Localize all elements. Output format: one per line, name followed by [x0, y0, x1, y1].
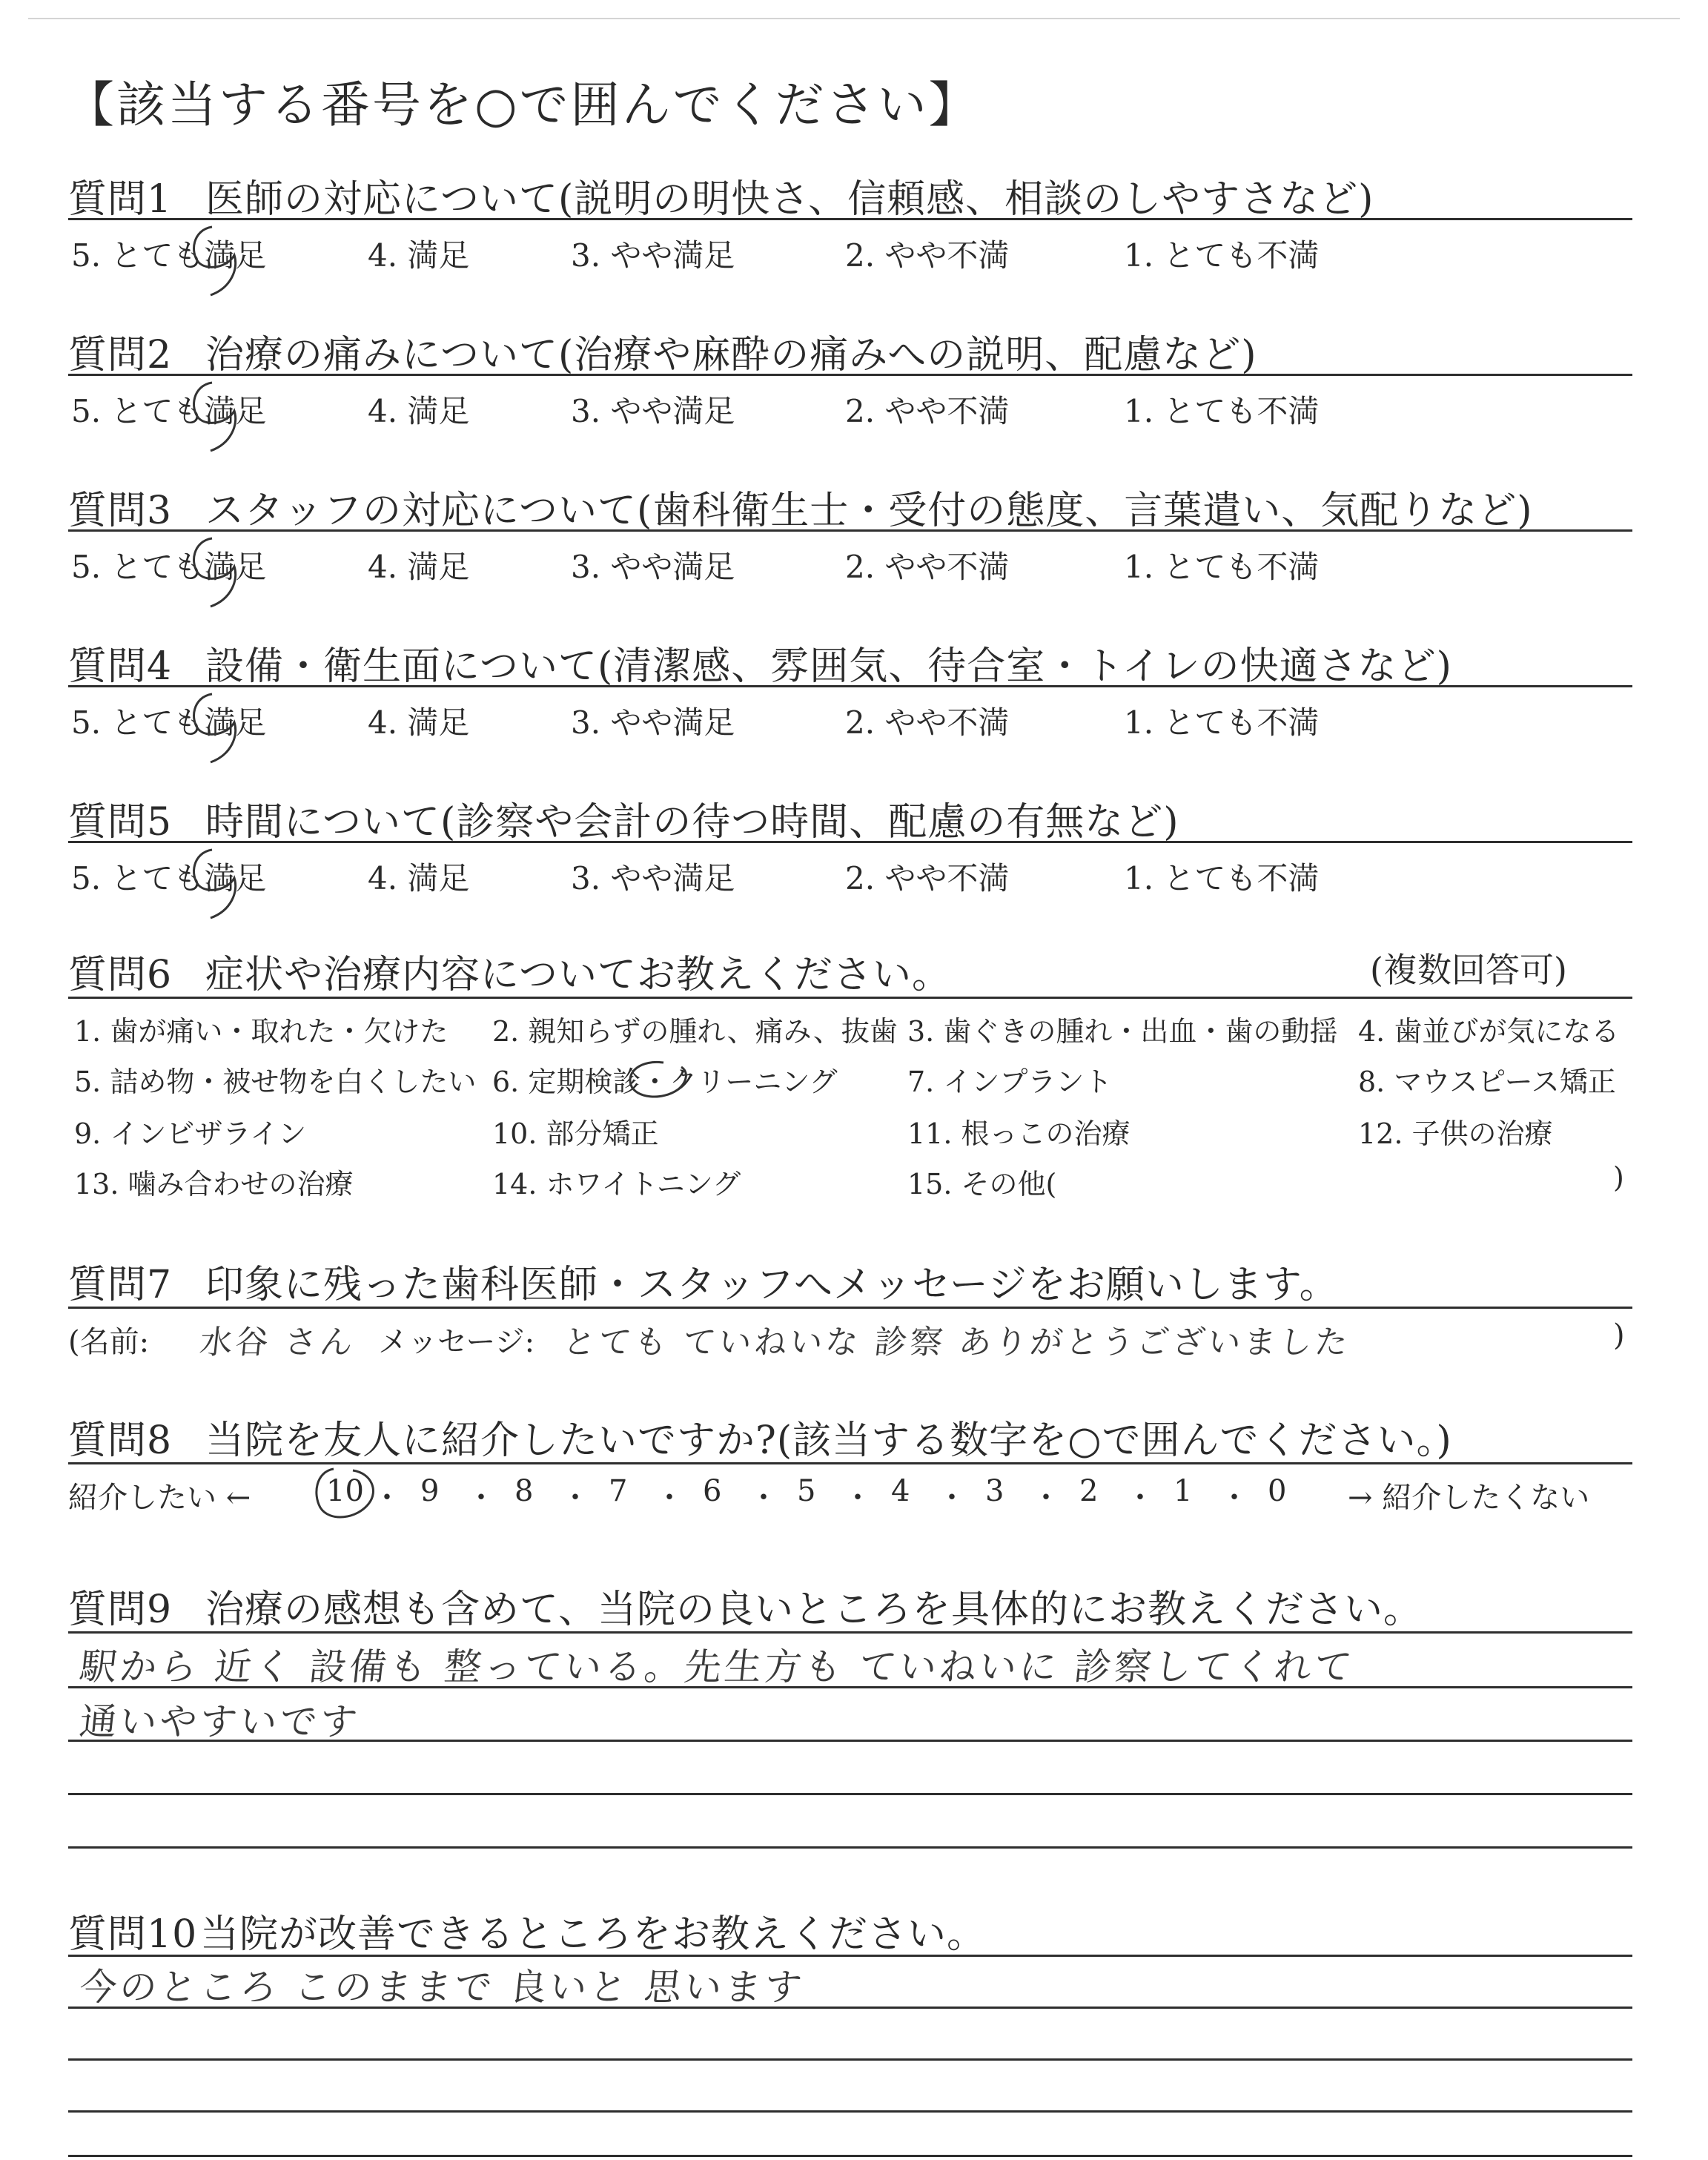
- q5-selection-circle: [182, 845, 256, 927]
- scale-value-1[interactable]: 1: [1174, 1474, 1193, 1508]
- question-number: 質問9: [68, 1588, 173, 1632]
- question-3-rule: [68, 529, 1632, 532]
- question-7-rule: [68, 1307, 1632, 1309]
- form-heading: 【該当する番号を○で囲んでください】: [65, 76, 980, 133]
- q5-choice-3[interactable]: 3. やや満足: [571, 860, 735, 896]
- q4-choice-1[interactable]: 1. とても不満: [1124, 704, 1320, 741]
- question-8-title: [68, 1409, 1452, 1464]
- q4-selection-circle: [182, 690, 256, 771]
- q1-choice-2[interactable]: 2. やや不満: [845, 237, 1010, 274]
- scale-value-2[interactable]: 2: [1079, 1474, 1099, 1508]
- question-number: 質問10: [68, 1912, 198, 1957]
- question-number: 質問7: [68, 1263, 173, 1307]
- scale-separator: ・: [1125, 1481, 1155, 1515]
- question-number: 質問8: [68, 1418, 173, 1463]
- q1-choice-1[interactable]: 1. とても不満: [1124, 237, 1320, 274]
- question-text: 当院が改善できるところをお教えください。: [200, 1912, 987, 1957]
- q2-choice-4[interactable]: 4. 満足: [368, 393, 470, 429]
- question-text: 治療の感想も含めて、当院の良いところを具体的にお教えください。: [205, 1588, 1423, 1632]
- scale-value-3[interactable]: 3: [985, 1474, 1004, 1508]
- question-10-title: [68, 1903, 986, 1958]
- q6-option-11[interactable]: 11. 根っこの治療: [907, 1117, 1131, 1150]
- q5-choice-2[interactable]: 2. やや不満: [845, 860, 1010, 896]
- scale-separator: ・: [466, 1481, 496, 1515]
- question-number: 質問1: [68, 177, 173, 222]
- scale-value-6[interactable]: 6: [703, 1474, 722, 1508]
- q3-choice-1[interactable]: 1. とても不満: [1124, 549, 1320, 585]
- q6-option-12[interactable]: 12. 子供の治療: [1358, 1117, 1553, 1150]
- scale-value-10[interactable]: 10: [326, 1474, 364, 1508]
- q9-answer-line-1[interactable]: 駅から 近く 設備も 整っている。先生方も ていねいに 診察してくれて: [77, 1645, 1357, 1688]
- q2-selection-circle: [182, 378, 256, 460]
- question-3-title: [68, 479, 1533, 535]
- question-number: 質問4: [68, 644, 173, 689]
- q3-choice-4[interactable]: 4. 満足: [368, 549, 470, 585]
- message-close-paren: ): [1613, 1318, 1625, 1353]
- question-text: 当院を友人に紹介したいですか?(該当する数字を○で囲んでください。): [205, 1418, 1452, 1463]
- q6-option-13[interactable]: 13. 噛み合わせの治療: [74, 1168, 354, 1200]
- q4-choice-3[interactable]: 3. やや満足: [571, 704, 735, 741]
- question-9-rule: [68, 1631, 1632, 1634]
- name-answer[interactable]: 水谷 さん: [197, 1324, 358, 1361]
- question-6-title: [68, 943, 951, 999]
- question-4-rule: [68, 685, 1632, 687]
- scale-separator: ・: [749, 1481, 778, 1515]
- scale-separator: ・: [372, 1481, 402, 1515]
- q1-choice-5[interactable]: 5. とても満足: [71, 237, 267, 274]
- answer-line: [68, 2058, 1632, 2061]
- scale-value-5[interactable]: 5: [797, 1474, 816, 1508]
- q6-option-6[interactable]: 6. 定期検診・クリーニング: [492, 1066, 838, 1098]
- question-5-title: [68, 790, 1179, 846]
- q6-option-5[interactable]: 5. 詰め物・被せ物を白くしたい: [74, 1066, 477, 1098]
- q1-choice-4[interactable]: 4. 満足: [368, 237, 470, 274]
- question-text: 医師の対応について(説明の明快さ、信頼感、相談のしやすさなど): [205, 177, 1374, 222]
- q6-option-15[interactable]: 15. その他(: [907, 1168, 1057, 1200]
- scale-value-4[interactable]: 4: [891, 1474, 910, 1508]
- question-1-title: [68, 168, 1374, 223]
- q6-option-1[interactable]: 1. 歯が痛い・取れた・欠けた: [74, 1015, 448, 1048]
- question-2-rule: [68, 374, 1632, 376]
- scale-separator: ・: [937, 1481, 967, 1515]
- question-8-rule: [68, 1462, 1632, 1464]
- question-5-rule: [68, 841, 1632, 843]
- question-number: 質問2: [68, 333, 173, 377]
- q6-option-2[interactable]: 2. 親知らずの腫れ、痛み、抜歯: [492, 1015, 898, 1048]
- name-label: (名前:: [68, 1325, 150, 1359]
- multiple-answers-note: (複数回答可): [1370, 950, 1567, 990]
- scale-value-9[interactable]: 9: [420, 1474, 440, 1508]
- q5-choice-5[interactable]: 5. とても満足: [71, 860, 267, 896]
- question-text: スタッフの対応について(歯科衛生士・受付の態度、言葉遣い、気配りなど): [205, 489, 1533, 533]
- scale-separator: ・: [1219, 1481, 1249, 1515]
- q3-choice-5[interactable]: 5. とても満足: [71, 549, 267, 585]
- scale-separator: ・: [560, 1481, 590, 1515]
- question-text: 症状や治療内容についてお教えください。: [205, 953, 951, 997]
- question-number: 質問6: [68, 953, 173, 997]
- recommend-right-label: → 紹介したくない: [1348, 1481, 1590, 1515]
- q6-option-7[interactable]: 7. インプラント: [907, 1066, 1113, 1098]
- question-9-title: [68, 1578, 1423, 1634]
- message-line: [68, 1318, 149, 1361]
- scale-separator: ・: [843, 1481, 873, 1515]
- q8-selection-circle: [311, 1464, 382, 1524]
- answer-line: [68, 1846, 1632, 1849]
- q6-selection-circle: [619, 1057, 701, 1105]
- question-text: 治療の痛みについて(治療や麻酔の痛みへの説明、配慮など): [205, 333, 1257, 377]
- question-10-rule: [68, 1955, 1632, 1957]
- recommend-left-label: 紹介したい ←: [68, 1481, 251, 1515]
- question-text: 設備・衛生面について(清潔感、雰囲気、待合室・トイレの快適さなど): [205, 644, 1452, 689]
- q6-option-4[interactable]: 4. 歯並びが気になる: [1358, 1015, 1620, 1048]
- q6-option-8[interactable]: 8. マウスピース矯正: [1358, 1066, 1616, 1098]
- question-6-rule: [68, 997, 1632, 999]
- question-text: 印象に残った歯科医師・スタッフへメッセージをお願いします。: [205, 1263, 1339, 1307]
- q3-choice-2[interactable]: 2. やや不満: [845, 549, 1010, 585]
- scale-value-8[interactable]: 8: [514, 1474, 534, 1508]
- question-number: 質問5: [68, 800, 173, 845]
- q2-choice-1[interactable]: 1. とても不満: [1124, 393, 1320, 429]
- q10-answer-line-1[interactable]: 今のところ このままで 良いと 思います: [77, 1966, 807, 2009]
- question-7-title: [68, 1253, 1339, 1309]
- q6-option-10[interactable]: 10. 部分矯正: [492, 1117, 659, 1150]
- q4-choice-4[interactable]: 4. 満足: [368, 704, 470, 741]
- top-border: [28, 18, 1680, 19]
- message-label: メッセージ:: [378, 1325, 535, 1359]
- q2-choice-3[interactable]: 3. やや満足: [571, 393, 735, 429]
- q4-choice-2[interactable]: 2. やや不満: [845, 704, 1010, 741]
- scale-separator: ・: [1031, 1481, 1061, 1515]
- question-1-rule: [68, 218, 1632, 220]
- question-number: 質問3: [68, 489, 173, 533]
- q1-selection-circle: [182, 222, 256, 304]
- question-text: 時間について(診察や会計の待つ時間、配慮の有無など): [205, 800, 1179, 845]
- q6-option-14[interactable]: 14. ホワイトニング: [492, 1168, 741, 1200]
- scale-separator: ・: [655, 1481, 684, 1515]
- q2-choice-2[interactable]: 2. やや不満: [845, 393, 1010, 429]
- message-label-wrap: [378, 1318, 534, 1361]
- answer-line: [68, 2155, 1632, 2157]
- q3-choice-3[interactable]: 3. やや満足: [571, 549, 735, 585]
- q5-choice-1[interactable]: 1. とても不満: [1124, 860, 1320, 896]
- question-2-title: [68, 323, 1257, 379]
- message-answer[interactable]: とても ていねいな 診察 ありがとうございました: [560, 1324, 1353, 1361]
- q5-choice-4[interactable]: 4. 満足: [368, 860, 470, 896]
- q6-option-9[interactable]: 9. インビザライン: [74, 1117, 307, 1150]
- answer-line: [68, 2110, 1632, 2113]
- q6-option-15-close: ): [1613, 1161, 1624, 1194]
- answer-line: [68, 1793, 1632, 1795]
- question-4-title: [68, 635, 1452, 690]
- q6-option-3[interactable]: 3. 歯ぐきの腫れ・出血・歯の動揺: [907, 1015, 1338, 1048]
- q4-choice-5[interactable]: 5. とても満足: [71, 704, 267, 741]
- scale-value-7[interactable]: 7: [609, 1474, 628, 1508]
- q2-choice-5[interactable]: 5. とても満足: [71, 393, 267, 429]
- q3-selection-circle: [182, 534, 256, 615]
- q1-choice-3[interactable]: 3. やや満足: [571, 237, 735, 274]
- scale-value-0[interactable]: 0: [1268, 1474, 1287, 1508]
- q9-answer-line-2[interactable]: 通いやすいです: [77, 1700, 363, 1743]
